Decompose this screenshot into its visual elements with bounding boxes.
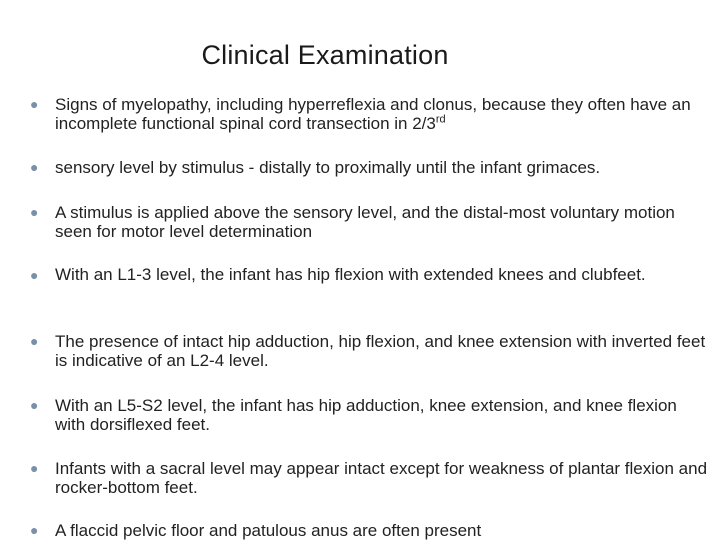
bullet-text: Signs of myelopathy, including hyperreflexia and clonus, because they often have an incomplete functional spinal cord transection in 2/3rd [55,95,691,133]
bullet-text: The presence of intact hip adduction, hip flexion, and knee extension with inverted feet is indicative of an L2-4 level. [55,332,706,370]
bullet-dot-icon: ● [30,96,39,112]
bullet-text: A stimulus is applied above the sensory level, and the distal-most voluntary motion seen for motor level determination [55,203,675,241]
list-item [30,203,710,241]
bullet-dot-icon: ● [30,159,39,175]
superscript: rd [435,113,446,126]
bullet-text: A flaccid pelvic floor and patulous anus are often present [55,521,482,540]
bullet-dot-icon: ● [30,333,39,349]
list-item [30,263,710,287]
bullet-text: sensory level by stimulus - distally to proximally until the infant grimaces. [55,158,601,177]
slide-title: Clinical Examination [201,40,449,70]
list-item [30,521,710,540]
bullet-dot-icon: ● [30,460,39,476]
list-item [30,95,710,133]
bullet-text: Infants with a sacral level may appear intact except for weakness of plantar flexion and rocker-bottom feet. [55,459,708,497]
list-item [30,332,710,370]
bullet-dot-icon: ● [30,267,39,283]
bullet-text: With an L5-S2 level, the infant has hip adduction, knee extension, and knee flexion with dorsiflexed feet. [55,396,677,434]
bullet-dot-icon: ● [30,397,39,413]
bullet-text: With an L1-3 level, the infant has hip flexion with extended knees and clubfeet. [55,265,646,284]
list-item [30,396,710,434]
list-item [30,158,710,177]
bullet-dot-icon: ● [30,522,39,538]
bullet-dot-icon: ● [30,204,39,220]
list-item [30,459,710,497]
